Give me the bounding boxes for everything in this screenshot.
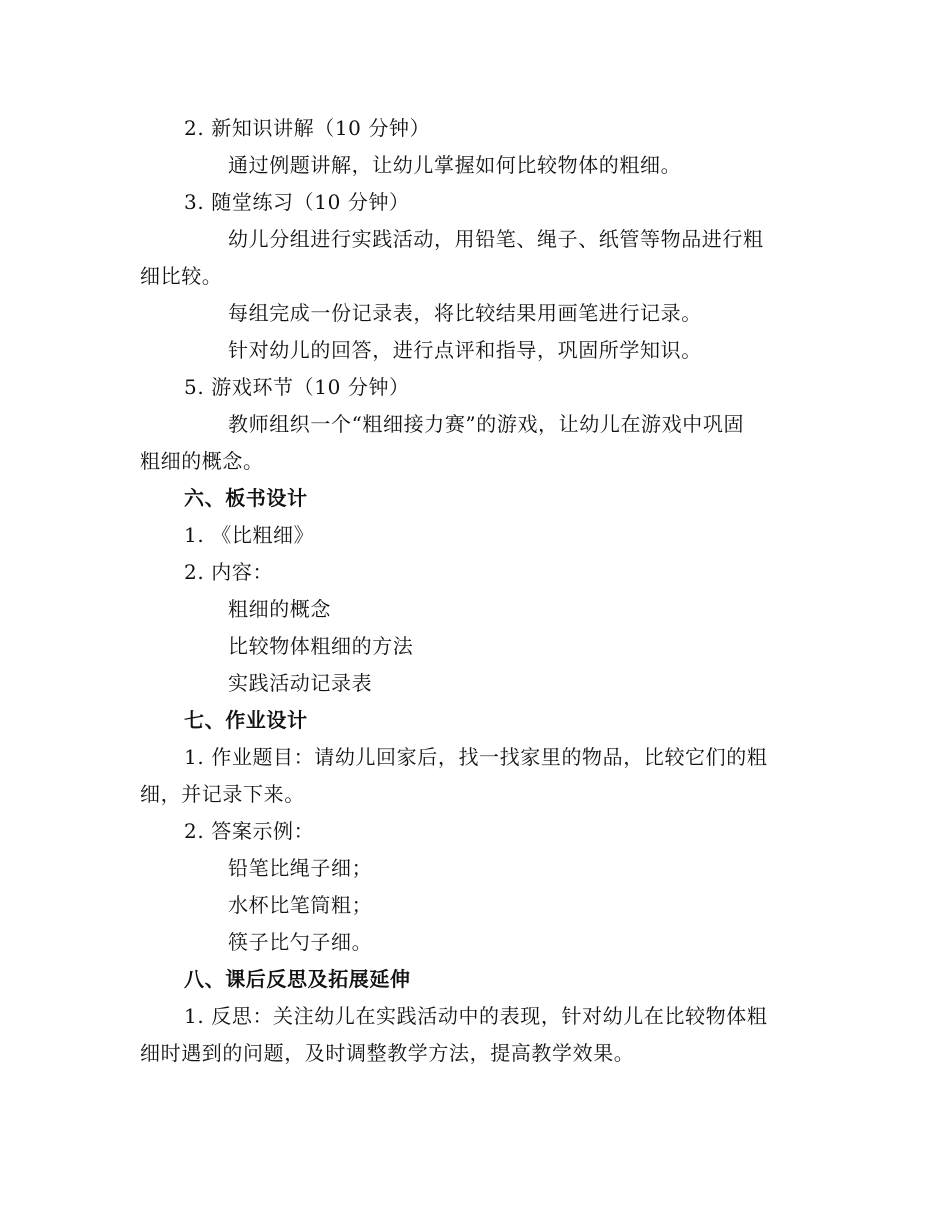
paragraph-line: 比较物体粗细的方法: [228, 634, 414, 658]
paragraph-line: 通过例题讲解，让幼儿掌握如何比较物体的粗细。: [228, 153, 682, 177]
list-item: 3. 随堂练习（10 分钟）: [184, 190, 410, 214]
list-item: 2. 答案示例：: [184, 819, 315, 843]
paragraph-line: 铅笔比绳子细；: [228, 856, 373, 880]
section-heading: 六、板书设计: [184, 486, 308, 510]
list-item: 5. 游戏环节（10 分钟）: [184, 375, 410, 399]
paragraph-line: 教师组织一个“粗细接力赛”的游戏，让幼儿在游戏中巩固: [228, 412, 745, 436]
list-item: 1. 作业题目：请幼儿回家后，找一找家里的物品，比较它们的粗: [184, 745, 768, 769]
paragraph-line: 细时遇到的问题，及时调整教学方法，提高教学效果。: [140, 1041, 635, 1065]
paragraph-line: 粗细的概念。: [140, 449, 264, 473]
list-item: 2. 新知识讲解（10 分钟）: [184, 116, 431, 140]
paragraph-line: 筷子比勺子细。: [228, 930, 373, 954]
list-item: 2. 内容：: [184, 560, 274, 584]
list-item: 1. 反思：关注幼儿在实践活动中的表现，针对幼儿在比较物体粗: [184, 1004, 768, 1028]
paragraph-line: 实践活动记录表: [228, 671, 373, 695]
paragraph-line: 针对幼儿的回答，进行点评和指导，巩固所学知识。: [228, 338, 702, 362]
paragraph-line: 幼儿分组进行实践活动，用铅笔、绳子、纸管等物品进行粗: [228, 227, 764, 251]
paragraph-line: 细，并记录下来。: [140, 782, 305, 806]
paragraph-line: 粗细的概念: [228, 597, 331, 621]
paragraph-line: 每组完成一份记录表，将比较结果用画笔进行记录。: [228, 301, 702, 325]
section-heading: 八、课后反思及拓展延伸: [184, 967, 411, 991]
paragraph-line: 水杯比笔筒粗；: [228, 893, 373, 917]
list-item: 1. 《比粗细》: [184, 523, 315, 547]
paragraph-line: 细比较。: [140, 264, 223, 288]
section-heading: 七、作业设计: [184, 708, 308, 732]
